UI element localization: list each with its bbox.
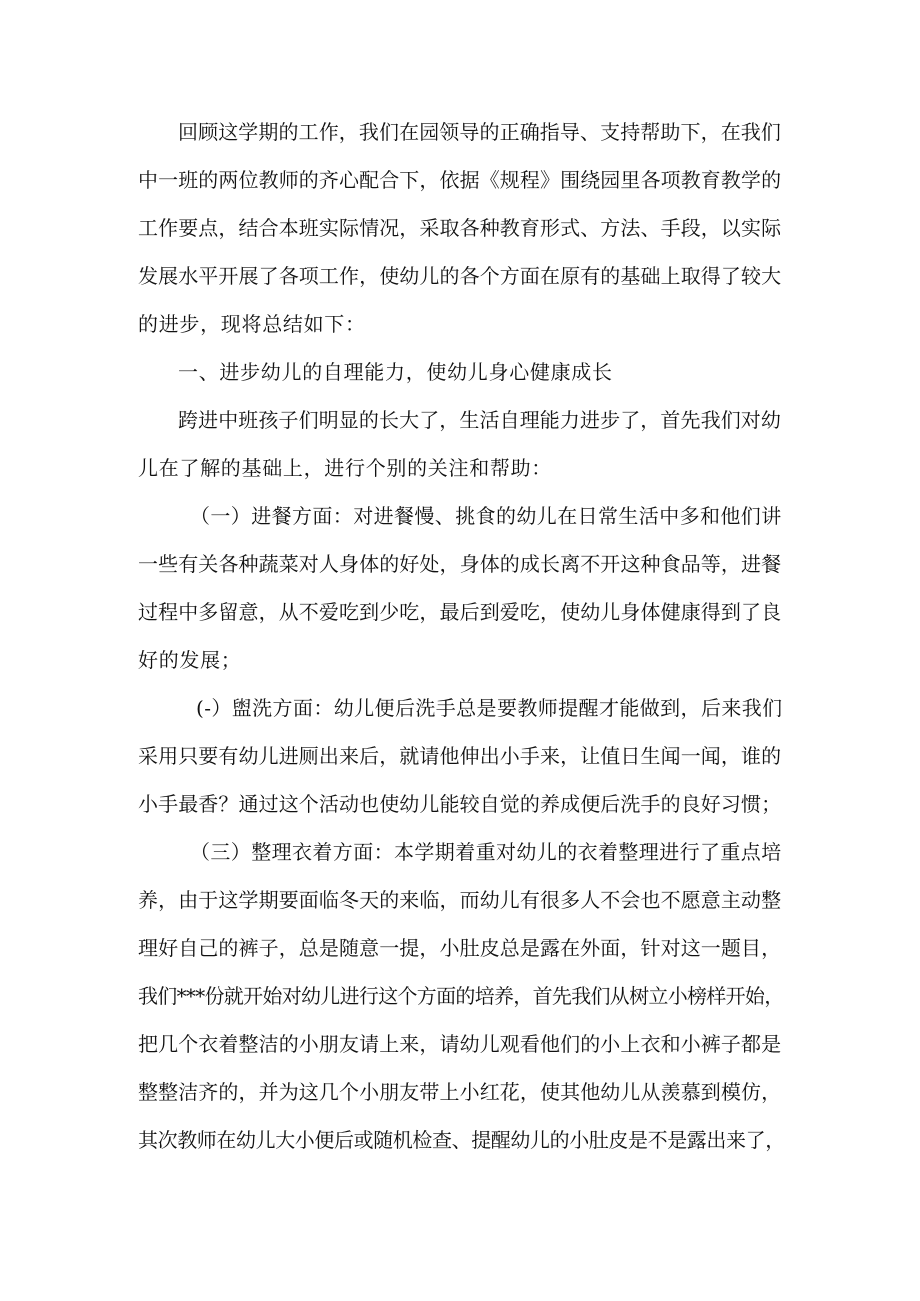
document-body [138, 108, 786, 1164]
text-line: 一些有关各种蔬菜对人身体的好处，身体的成长离不开这种食品等，进餐 [138, 552, 782, 576]
text-line: 小手最香？通过这个活动也使幼儿能较自觉的养成便后洗手的良好习惯； [138, 792, 782, 816]
text-line: 跨进中班孩子们明显的长大了，生活自理能力进步了，首先我们对幼 [178, 408, 781, 432]
text-line: 采用只要有幼儿进厕出来后，就请他伸出小手来，让值日生闻一闻，谁的 [138, 744, 782, 768]
text-line: 儿在了解的基础上，进行个别的关注和帮助： [138, 456, 552, 480]
text-line: （一）进餐方面：对进餐慢、挑食的幼儿在日常生活中多和他们讲 [190, 504, 782, 528]
text-line: 发展水平开展了各项工作，使幼儿的各个方面在原有的基础上取得了较大 [138, 264, 782, 288]
text-line: 好的发展； [138, 648, 242, 672]
text-line: （三）整理衣着方面：本学期着重对幼儿的衣着整理进行了重点培 [190, 840, 782, 864]
text-line: 把几个衣着整洁的小朋友请上来，请幼儿观看他们的小上衣和小裤子都是 [138, 1032, 782, 1056]
text-line: 其次教师在幼儿大小便后或随机检查、提醒幼儿的小肚皮是不是露出来了， [138, 1128, 785, 1152]
text-line: 整整洁齐的，并为这几个小朋友带上小红花，使其他幼儿从羡慕到模仿， [138, 1080, 782, 1104]
text-line: 工作要点，结合本班实际情况，采取各种教育形式、方法、手段，以实际 [138, 216, 782, 240]
text-line: 回顾这学期的工作，我们在园领导的正确指导、支持帮助下，在我们 [178, 120, 781, 144]
text-line: 养，由于这学期要面临冬天的来临，而幼儿有很多人不会也不愿意主动整 [138, 888, 782, 912]
section-heading: 一、进步幼儿的自理能力，使幼儿身心健康成长 [178, 360, 613, 384]
text-line: 我们***份就开始对幼儿进行这个方面的培养，首先我们从树立小榜样开始， [138, 984, 784, 1008]
text-line: 理好自己的裤子，总是随意一提，小肚皮总是露在外面，针对这一题目， [138, 936, 782, 960]
text-line: 的进步，现将总结如下： [138, 312, 366, 336]
text-line: 中一班的两位教师的齐心配合下，依据《规程》围绕园里各项教育教学的 [138, 168, 782, 192]
text-line: (-）盥洗方面：幼儿便后洗手总是要教师提醒才能做到，后来我们 [196, 696, 783, 720]
text-line: 过程中多留意，从不爱吃到少吃，最后到爱吃，使幼儿身体健康得到了良 [138, 600, 782, 624]
